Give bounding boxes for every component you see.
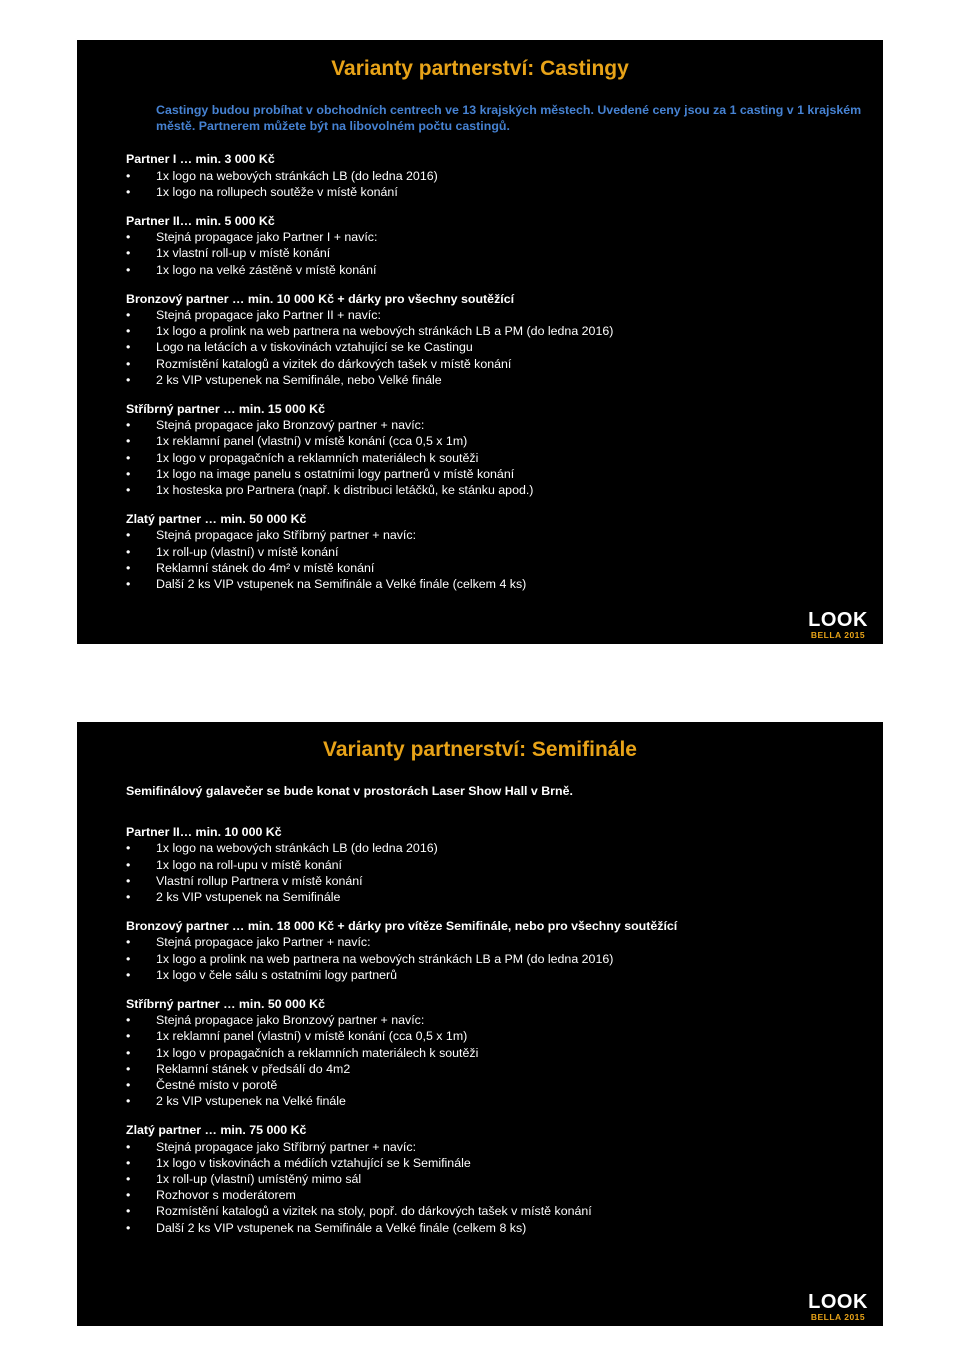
intro-text: Semifinálový galavečer se bude konat v prostorách Laser Show Hall v Brně. — [126, 784, 573, 798]
list-item: • 2 ks VIP vstupenek na Semifinále — [126, 889, 863, 905]
slide-castingy — [77, 40, 883, 644]
list-item: • 1x roll-up (vlastní) v místě konání — [126, 544, 863, 560]
list-item: • 1x logo v propagačních a reklamních materiálech k soutěži — [126, 450, 863, 466]
list-item: • 1x logo na rollupech soutěže v místě konání — [126, 184, 863, 200]
tier-list — [126, 151, 863, 592]
slide-semifinale — [77, 722, 883, 1326]
list-item: • Stejná propagace jako Bronzový partner + navíc: — [126, 1012, 863, 1028]
list-item: • 1x logo na roll-upu v místě konání — [126, 857, 863, 873]
tier-heading: Stříbrný partner … min. 50 000 Kč — [126, 997, 326, 1012]
tier-section — [126, 151, 863, 200]
tier-items — [126, 840, 863, 905]
list-item: • Rozmístění katalogů a vizitek na stoly, popř. do dárkových tašek v místě konání — [126, 1203, 863, 1219]
logo-sub: BELLA 2015 — [810, 630, 866, 640]
slide-title: Varianty partnerství: Semifinále — [323, 738, 637, 761]
list-item: • Reklamní stánek do 4m² v místě konání — [126, 560, 863, 576]
tier-items — [126, 307, 863, 388]
list-item: • 2 ks VIP vstupenek na Velké finále — [126, 1093, 863, 1109]
list-item: • Stejná propagace jako Partner + navíc: — [126, 934, 863, 950]
list-item: • 1x reklamní panel (vlastní) v místě konání (cca 0,5 x 1m) — [126, 433, 863, 449]
tier-items — [126, 934, 863, 983]
list-item: • 1x vlastní roll-up v místě konání — [126, 245, 863, 261]
tier-items — [126, 229, 863, 278]
tier-list — [126, 824, 863, 1236]
list-item: • Další 2 ks VIP vstupenek na Semifinále a Velké finále (celkem 8 ks) — [126, 1220, 863, 1236]
list-item: • Vlastní rollup Partnera v místě konání — [126, 873, 863, 889]
list-item: • Další 2 ks VIP vstupenek na Semifinále a Velké finále (celkem 4 ks) — [126, 576, 863, 592]
list-item: • 1x logo v propagačních a reklamních materiálech k soutěži — [126, 1045, 863, 1061]
list-item: • 1x logo v čele sálu s ostatními logy partnerů — [126, 967, 863, 983]
slide-content — [126, 102, 863, 592]
look-bella-logo — [805, 1292, 871, 1322]
list-item: • Stejná propagace jako Bronzový partner + navíc: — [126, 417, 863, 433]
list-item: • Stejná propagace jako Partner II + navíc: — [126, 307, 863, 323]
tier-items — [126, 1012, 863, 1109]
list-item: • Logo na letácích a v tiskovinách vztahující se ke Castingu — [126, 339, 863, 355]
tier-section — [126, 996, 863, 1109]
tier-heading: Zlatý partner … min. 50 000 Kč — [126, 512, 307, 527]
logo-word: LOOK — [808, 609, 868, 631]
list-item: • Rozhovor s moderátorem — [126, 1187, 863, 1203]
list-item: • Stejná propagace jako Stříbrný partner + navíc: — [126, 527, 863, 543]
list-item: • 2 ks VIP vstupenek na Semifinále, nebo Velké finále — [126, 372, 863, 388]
tier-section — [126, 291, 863, 388]
list-item: • Čestné místo v porotě — [126, 1077, 863, 1093]
tier-items — [126, 417, 863, 498]
list-item: • 1x logo a prolink na web partnera na webových stránkách LB a PM (do ledna 2016) — [126, 323, 863, 339]
tier-heading: Stříbrný partner … min. 15 000 Kč — [126, 402, 326, 417]
tier-heading: Partner I … min. 3 000 Kč — [126, 152, 275, 167]
list-item: • 1x roll-up (vlastní) umístěný mimo sál — [126, 1171, 863, 1187]
list-item: • 1x hosteska pro Partnera (např. k distribuci letáčků, ke stánku apod.) — [126, 482, 863, 498]
list-item: • 1x logo na velké zástěně v místě konání — [126, 262, 863, 278]
logo-word: LOOK — [808, 1291, 868, 1313]
tier-heading: Partner II… min. 10 000 Kč — [126, 825, 282, 840]
list-item: • Stejná propagace jako Stříbrný partner + navíc: — [126, 1139, 863, 1155]
tier-heading: Partner II… min. 5 000 Kč — [126, 214, 275, 229]
tier-items — [126, 527, 863, 592]
list-item: • 1x logo v tiskovinách a médiích vztahující se k Semifinále — [126, 1155, 863, 1171]
intro-text: Castingy budou probíhat v obchodních centrech ve 13 krajských městech. Uvedené ceny jsou za 1 casting v 1 krajském městě. Partnerem můžete být na libovolném počtu castingů. — [156, 103, 862, 134]
tier-heading: Bronzový partner … min. 10 000 Kč + dárky pro všechny soutěžící — [126, 291, 515, 306]
tier-section — [126, 401, 863, 498]
tier-section — [126, 918, 863, 983]
spacer — [126, 799, 863, 824]
list-item: • Reklamní stánek v předsálí do 4m2 — [126, 1061, 863, 1077]
tier-section — [126, 213, 863, 278]
tier-section — [126, 824, 863, 905]
tier-section — [126, 511, 863, 592]
tier-items — [126, 1139, 863, 1236]
slide-content — [126, 783, 863, 1236]
tier-heading: Zlatý partner … min. 75 000 Kč — [126, 1123, 307, 1138]
list-item: • 1x logo na webových stránkách LB (do ledna 2016) — [126, 168, 863, 184]
logo-sub: BELLA 2015 — [810, 1312, 866, 1322]
list-item: • 1x reklamní panel (vlastní) v místě konání (cca 0,5 x 1m) — [126, 1028, 863, 1044]
tier-heading: Bronzový partner … min. 18 000 Kč + dárky pro vítěze Semifinále, nebo pro všechny soutěžící — [126, 919, 678, 934]
tier-section — [126, 1122, 863, 1235]
list-item: • Stejná propagace jako Partner I + navíc: — [126, 229, 863, 245]
slide-title: Varianty partnerství: Castingy — [331, 57, 629, 80]
look-bella-logo — [805, 610, 871, 640]
tier-items — [126, 168, 863, 200]
list-item: • 1x logo na image panelu s ostatními logy partnerů v místě konání — [126, 466, 863, 482]
list-item: • 1x logo na webových stránkách LB (do ledna 2016) — [126, 840, 863, 856]
list-item: • 1x logo a prolink na web partnera na webových stránkách LB a PM (do ledna 2016) — [126, 951, 863, 967]
list-item: • Rozmístění katalogů a vizitek do dárkových tašek v místě konání — [126, 356, 863, 372]
